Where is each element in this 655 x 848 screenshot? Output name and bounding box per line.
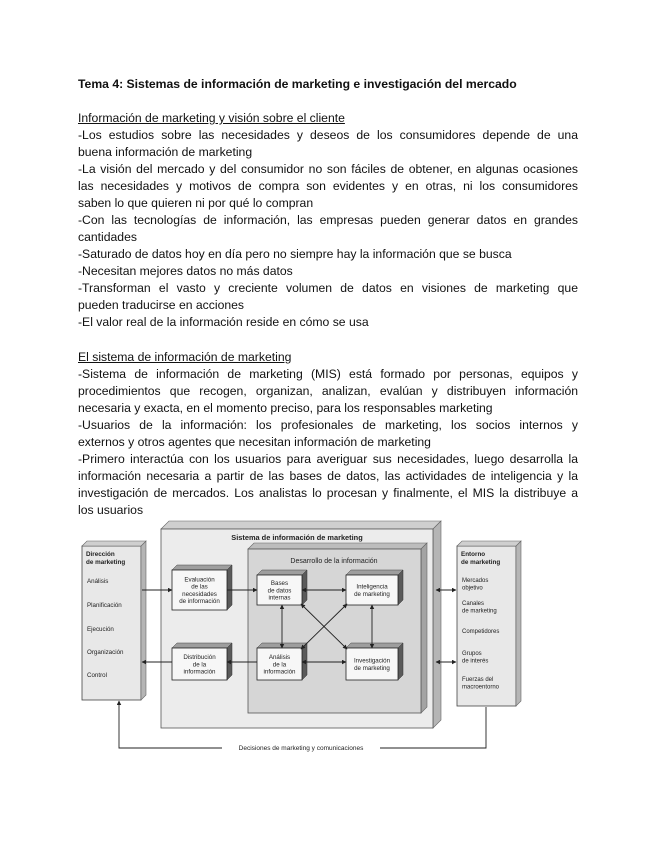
- right-panel-item: macroentorno: [462, 684, 500, 691]
- section-1-line: -Saturado de datos hoy en día pero no siempre hay la información que se busca: [78, 247, 512, 261]
- box-info-distribution-label: Distribución: [183, 654, 216, 662]
- box-marketing-intelligence: [346, 570, 403, 605]
- box-marketing-research-label: de marketing: [354, 664, 390, 672]
- box-internal-databases-label: Bases: [270, 580, 289, 588]
- box-info-analysis-label: de la: [272, 661, 287, 669]
- page-title: Tema 4: Sistemas de información de marketing e investigación del mercado: [78, 77, 517, 91]
- development-title: Desarrollo de la información: [290, 558, 378, 565]
- right-panel-item: Grupos: [462, 651, 482, 657]
- left-panel-item: Planificación: [87, 602, 122, 609]
- left-panel-item: Control: [87, 672, 107, 679]
- section-1-line: -La visión del mercado y del consumidor no son fáciles de obtener, en algunas ocasiones: [78, 162, 578, 176]
- box-info-analysis-label: información: [263, 668, 296, 676]
- section-2-line: procedimientos que recogen, organizan, analizan, evalúan y distribuyen información: [78, 384, 578, 398]
- section-1-line: saben lo que quieren ni por qué lo compran: [78, 196, 314, 210]
- section-heading-mis: El sistema de información de marketing: [78, 350, 292, 364]
- box-marketing-research: [346, 643, 403, 680]
- box-needs-evaluation: [172, 565, 232, 610]
- left-panel-title-1: Dirección: [86, 551, 115, 558]
- right-panel-item: de marketing: [462, 608, 497, 615]
- box-marketing-intelligence-label: de marketing: [354, 590, 390, 598]
- section-2-line: información necesaria a partir de las bases de datos, las actividades de inteligencia y la: [78, 469, 578, 483]
- box-internal-databases-label: de datos: [267, 587, 292, 595]
- section-1-line: pueden traducirse en acciones: [78, 298, 244, 312]
- box-needs-evaluation-label: Evaluación: [184, 576, 215, 584]
- box-needs-evaluation-label: necesidades: [182, 590, 217, 598]
- section-1-line: -Transforman el vasto y creciente volumen de datos en visiones de marketing que: [78, 281, 578, 295]
- right-panel-item: Mercados: [462, 578, 489, 584]
- right-panel-title-1: Entorno: [461, 551, 486, 558]
- section-1-line: buena información de marketing: [78, 145, 253, 159]
- right-panel-item: objetivo: [462, 585, 483, 592]
- bottom-label: Decisiones de marketing y comunicaciones: [238, 745, 364, 752]
- left-panel-title-2: de marketing: [86, 559, 126, 566]
- right-panel-item: Competidores: [462, 629, 500, 635]
- box-marketing-research-label: Investigación: [353, 657, 391, 665]
- box-info-distribution: [172, 643, 232, 680]
- box-info-distribution-label: información: [183, 668, 216, 676]
- box-internal-databases: [257, 570, 307, 605]
- section-2-line: -Sistema de información de marketing (MIS) está formado por personas, equipos y: [78, 367, 578, 381]
- right-panel-item: Canales: [462, 601, 485, 607]
- section-1-line: -Con las tecnologías de información, las empresas pueden generar datos en grandes: [78, 213, 578, 227]
- right-panel-item: Fuerzas del: [462, 677, 494, 683]
- box-info-analysis-label: Análisis: [268, 654, 291, 662]
- left-panel-item: Ejecución: [87, 626, 114, 633]
- box-internal-databases-label: internas: [268, 594, 291, 602]
- right-panel-title-2: de marketing: [461, 559, 501, 566]
- section-2-line: necesaria y exacta, en el momento preciso, para los responsables marketing: [78, 401, 493, 415]
- right-panel-item: de interés: [462, 658, 489, 665]
- left-panel-item: Organización: [87, 649, 124, 656]
- section-1-line: -Necesitan mejores datos no más datos: [78, 264, 293, 278]
- section-2-line: -Primero interactúa con los usuarios para averiguar sus necesidades, luego desarrolla la: [78, 452, 578, 466]
- section-2-line: externos y otros agentes que necesitan información de marketing: [78, 435, 431, 449]
- section-heading-info-marketing: Información de marketing y visión sobre el cliente: [78, 111, 345, 125]
- box-needs-evaluation-label: de información: [179, 598, 220, 606]
- section-1-line: -El valor real de la información reside en cómo se usa: [78, 315, 369, 329]
- box-needs-evaluation-label: de las: [191, 583, 208, 591]
- section-2-line: investigación de mercados. Los analistas lo procesan y finalmente, el MIS la distribuye a: [78, 486, 578, 500]
- left-panel-item: Análisis: [87, 578, 109, 585]
- section-2-line: los usuarios: [78, 503, 144, 517]
- section-2-line: -Usuarios de la información: los profesionales de marketing, los socios internos y: [78, 418, 578, 432]
- box-marketing-intelligence-label: Inteligencia: [356, 583, 388, 591]
- section-1-line: -Los estudios sobre las necesidades y deseos de los consumidores depende de una: [78, 128, 578, 142]
- system-title: Sistema de información de marketing: [231, 533, 363, 542]
- box-info-analysis: [257, 643, 307, 680]
- box-info-distribution-label: de la: [192, 661, 207, 669]
- section-1-line: las necesidades y motivos de compra son evidentes y en otras, ni los consumidores: [78, 179, 578, 193]
- development-frame: [248, 543, 427, 713]
- section-1-line: cantidades: [78, 230, 137, 244]
